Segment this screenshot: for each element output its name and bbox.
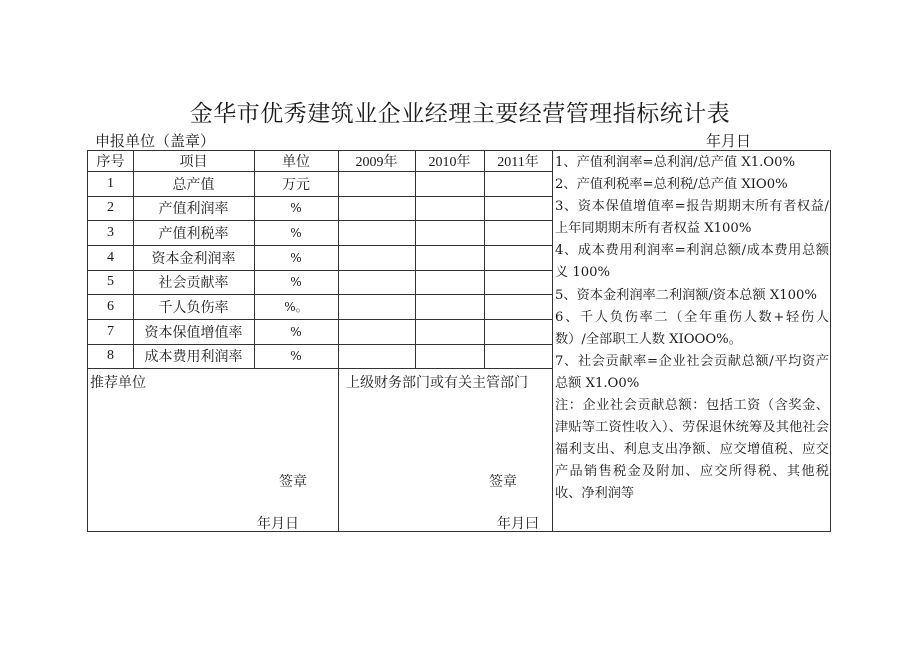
row-item: 总产值 [172, 176, 215, 193]
row-item: 成本费用利润率 [144, 349, 243, 365]
row-item: 产值利税率 [158, 225, 229, 242]
recommend-date-label: 年月日 [257, 516, 299, 532]
row-unit: % [290, 349, 302, 363]
row-item: 产值利润率 [158, 201, 229, 217]
superior-date-label: 年月曰 [497, 516, 539, 532]
header-year-2010: 2010年 [428, 155, 471, 170]
formula-notes [553, 151, 831, 506]
header-year-2009: 2009年 [355, 155, 398, 170]
recommend-seal-label: 签章 [279, 474, 307, 490]
note-item: 5、资本金利润率二利润额/资本总额 X100% [555, 287, 817, 303]
note-item: 注：企业社会贡献总额：包括工资（含奖金、津贴等工资性收入）、劳保退休统筹及其他社会福利支出、利息支出净额、应交增值税、应交产品销售税金及附加、应交所得税、其他税收、净利润等 [555, 398, 829, 502]
applicant-unit-label: 申报单位（盖章） [95, 132, 216, 150]
header-item: 项目 [179, 154, 208, 170]
note-item: 7、社会贡献率=企业社会贡献总额/平均资产总额 X1.O0% [555, 353, 829, 391]
note-item: 3、资本保值增值率=报告期期末所有者权益/上年同期期末所有者权益 X100% [555, 199, 829, 237]
row-seq: 8 [107, 348, 114, 363]
note-item: 6、千人负伤率二（全年重伤人数+轻伤人数）/全部职工人数 XIOOO%。 [555, 309, 829, 347]
row-seq: 3 [107, 224, 114, 240]
row-item: 社会贡献率 [158, 275, 229, 291]
header-seq: 序号 [96, 154, 125, 170]
row-unit: % [290, 250, 302, 265]
row-seq: 7 [107, 323, 114, 339]
note-item: 2、产值利税率=总利税/总产值 XIO0% [555, 177, 788, 193]
date-label: 年月日 [706, 132, 752, 150]
row-seq: 1 [107, 175, 114, 191]
row-unit: % [290, 275, 302, 289]
header-year-2011: 2011年 [497, 155, 539, 170]
row-item: 资本金利润率 [151, 250, 236, 267]
note-item: 1、产值利润率=总利润/总产值 X1.O0% [555, 155, 796, 170]
row-seq: 6 [107, 298, 114, 314]
row-unit: % [290, 324, 302, 339]
row-seq: 2 [107, 200, 114, 215]
row-item: 资本保值增值率 [144, 324, 243, 341]
row-item: 千人负伤率 [158, 299, 229, 316]
superior-seal-label: 签章 [489, 474, 517, 490]
note-item: 4、成本费用利润率=利润总额/成本费用总额义 100% [555, 243, 829, 281]
row-seq: 5 [107, 274, 114, 289]
row-unit: 万元 [282, 176, 310, 193]
recommend-unit-label: 推荐单位 [90, 375, 146, 391]
row-unit: % [290, 201, 302, 215]
row-unit: % [290, 225, 302, 240]
row-unit: %。 [284, 300, 308, 314]
superior-dept-label: 上级财务部门或有关主管部门 [346, 375, 528, 391]
statistics-table [87, 150, 831, 532]
page-title: 金华市优秀建筑业企业经理主要经营管理指标统计表 [189, 101, 731, 127]
header-unit: 单位 [282, 154, 310, 170]
row-seq: 4 [107, 249, 114, 265]
